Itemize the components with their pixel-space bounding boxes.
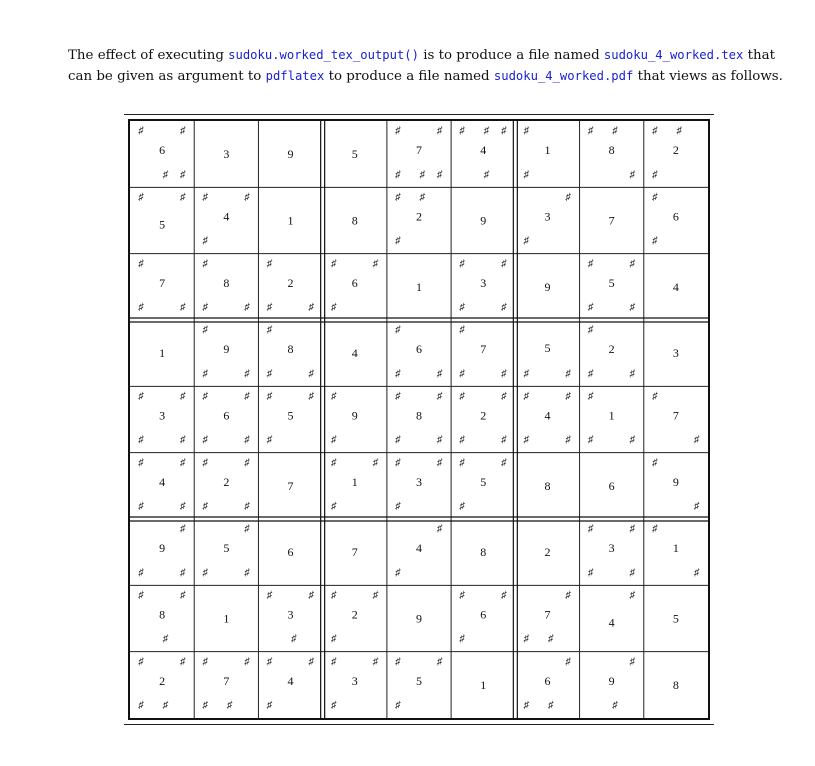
pencil-mark: ♯ — [138, 191, 144, 203]
pencil-mark: ♯ — [244, 567, 250, 579]
cell-digit: 9 — [416, 611, 422, 626]
pencil-mark: ♯ — [227, 700, 233, 712]
cell-digit: 1 — [416, 279, 422, 294]
pencil-mark: ♯ — [291, 633, 297, 645]
pencil-mark: ♯ — [372, 656, 378, 668]
pencil-mark: ♯ — [459, 457, 465, 469]
pencil-mark: ♯ — [652, 125, 658, 137]
pencil-mark: ♯ — [162, 700, 168, 712]
pencil-mark: ♯ — [612, 700, 618, 712]
pencil-mark: ♯ — [437, 434, 443, 446]
pencil-mark: ♯ — [331, 633, 337, 645]
pencil-mark: ♯ — [437, 390, 443, 402]
pencil-mark: ♯ — [587, 302, 593, 314]
cell-digit: 4 — [672, 279, 679, 294]
pencil-mark: ♯ — [523, 368, 529, 380]
sudoku-grid — [128, 119, 710, 720]
cell-digit: 9 — [287, 147, 294, 162]
pencil-mark: ♯ — [395, 656, 401, 668]
pencil-mark: ♯ — [202, 235, 208, 247]
cell-digit: 2 — [159, 673, 166, 688]
pencil-mark: ♯ — [266, 589, 272, 601]
pencil-mark: ♯ — [437, 656, 443, 668]
pencil-mark: ♯ — [372, 457, 378, 469]
cell-digit: 4 — [608, 615, 615, 630]
pencil-mark: ♯ — [202, 191, 208, 203]
cell-digit: 6 — [544, 673, 551, 688]
pencil-mark: ♯ — [180, 302, 186, 314]
pencil-mark: ♯ — [395, 567, 401, 579]
pencil-mark: ♯ — [202, 457, 208, 469]
cell-digit: 2 — [416, 209, 422, 224]
pencil-mark: ♯ — [266, 390, 272, 402]
cell-digit: 5 — [672, 611, 679, 626]
cell-digit: 6 — [480, 607, 487, 622]
pencil-mark: ♯ — [138, 457, 144, 469]
cell-digit: 8 — [672, 677, 679, 692]
pencil-mark: ♯ — [331, 700, 337, 712]
cell-digit: 2 — [608, 342, 615, 357]
pencil-mark: ♯ — [395, 324, 401, 336]
pencil-mark: ♯ — [437, 169, 443, 181]
cell-digit: 7 — [223, 673, 230, 688]
cell-digit: 2 — [672, 143, 679, 158]
pencil-mark: ♯ — [523, 169, 529, 181]
pencil-mark: ♯ — [138, 302, 144, 314]
cell-digit: 1 — [351, 474, 358, 489]
pencil-mark: ♯ — [180, 191, 186, 203]
pencil-mark: ♯ — [395, 169, 401, 181]
pencil-mark: ♯ — [331, 457, 337, 469]
pencil-mark: ♯ — [459, 302, 465, 314]
pencil-mark: ♯ — [138, 501, 144, 513]
cell-digit: 9 — [480, 213, 487, 228]
tex-filename: sudoku_4_worked.tex — [603, 48, 744, 63]
pencil-mark: ♯ — [202, 324, 208, 336]
pencil-mark: ♯ — [459, 258, 465, 270]
pencil-mark: ♯ — [331, 656, 337, 668]
pencil-mark: ♯ — [395, 501, 401, 513]
cell-digit: 9 — [544, 279, 551, 294]
pencil-mark: ♯ — [372, 589, 378, 601]
pencil-mark: ♯ — [523, 434, 529, 446]
cell-digit: 9 — [672, 474, 679, 489]
pencil-mark: ♯ — [565, 390, 571, 402]
cell-digit: 5 — [223, 541, 230, 556]
pencil-mark: ♯ — [331, 302, 337, 314]
pencil-mark: ♯ — [587, 368, 593, 380]
pencil-mark: ♯ — [308, 368, 314, 380]
pencil-mark: ♯ — [565, 434, 571, 446]
cell-digit: 5 — [351, 147, 358, 162]
pencil-mark: ♯ — [308, 302, 314, 314]
pencil-mark: ♯ — [244, 523, 250, 535]
pencil-mark: ♯ — [308, 656, 314, 668]
cell-digit: 8 — [223, 275, 230, 290]
intro-paragraph — [68, 45, 788, 87]
pencil-mark: ♯ — [180, 589, 186, 601]
cell-digit: 7 — [672, 408, 679, 423]
cell-digit: 9 — [223, 342, 230, 357]
function-name: sudoku.worked_tex_output() — [228, 48, 419, 63]
pencil-mark: ♯ — [266, 368, 272, 380]
cell-digit: 5 — [480, 474, 487, 489]
cell-digit: 1 — [608, 408, 615, 423]
pencil-mark: ♯ — [548, 633, 554, 645]
cell-digit: 7 — [159, 275, 166, 290]
pencil-mark: ♯ — [629, 523, 635, 535]
cell-digit: 5 — [416, 673, 422, 688]
cell-digit: 7 — [608, 213, 615, 228]
pencil-mark: ♯ — [395, 457, 401, 469]
cell-digit: 8 — [480, 545, 487, 560]
cell-digit: 3 — [480, 275, 487, 290]
pencil-mark: ♯ — [587, 125, 593, 137]
pencil-mark: ♯ — [565, 368, 571, 380]
pencil-mark: ♯ — [459, 125, 465, 137]
pencil-mark: ♯ — [693, 501, 699, 513]
pencil-mark: ♯ — [266, 434, 272, 446]
pencil-mark: ♯ — [395, 390, 401, 402]
pencil-mark: ♯ — [419, 169, 425, 181]
cell-digit: 3 — [159, 408, 166, 423]
pencil-mark: ♯ — [587, 567, 593, 579]
cell-digit: 7 — [287, 478, 294, 493]
cell-digit: 2 — [544, 545, 551, 560]
cell-digit: 2 — [480, 408, 487, 423]
pencil-mark: ♯ — [244, 501, 250, 513]
pencil-mark: ♯ — [483, 169, 489, 181]
pencil-mark: ♯ — [138, 656, 144, 668]
pencil-mark: ♯ — [138, 258, 144, 270]
pencil-mark: ♯ — [162, 169, 168, 181]
pencil-mark: ♯ — [180, 567, 186, 579]
cell-digit: 8 — [351, 213, 358, 228]
pencil-mark: ♯ — [523, 125, 529, 137]
pencil-mark: ♯ — [483, 125, 489, 137]
cell-digit: 7 — [544, 607, 551, 622]
pencil-mark: ♯ — [587, 258, 593, 270]
pencil-mark: ♯ — [202, 302, 208, 314]
cell-digit: 5 — [544, 340, 551, 355]
pencil-mark: ♯ — [693, 567, 699, 579]
pencil-mark: ♯ — [202, 434, 208, 446]
pencil-mark: ♯ — [565, 656, 571, 668]
pencil-mark: ♯ — [395, 368, 401, 380]
pencil-mark: ♯ — [395, 191, 401, 203]
cell-digit: 3 — [608, 541, 615, 556]
pencil-mark: ♯ — [244, 457, 250, 469]
cell-digit: 4 — [351, 346, 358, 361]
cell-digit: 8 — [159, 607, 166, 622]
pencil-mark: ♯ — [202, 700, 208, 712]
cell-digit: 4 — [287, 673, 294, 688]
pencil-mark: ♯ — [587, 324, 593, 336]
pencil-mark: ♯ — [501, 125, 507, 137]
pencil-mark: ♯ — [202, 258, 208, 270]
pencil-mark: ♯ — [202, 567, 208, 579]
pencil-mark: ♯ — [652, 235, 658, 247]
pencil-mark: ♯ — [523, 633, 529, 645]
cell-digit: 3 — [672, 346, 679, 361]
pencil-mark: ♯ — [244, 434, 250, 446]
pencil-mark: ♯ — [629, 368, 635, 380]
pencil-mark: ♯ — [676, 125, 682, 137]
pencil-mark: ♯ — [180, 434, 186, 446]
pencil-mark: ♯ — [565, 191, 571, 203]
cell-digit: 7 — [351, 545, 358, 560]
cell-digit: 2 — [351, 607, 358, 622]
cell-digit: 9 — [159, 541, 166, 556]
pencil-mark: ♯ — [459, 633, 465, 645]
pencil-mark: ♯ — [331, 589, 337, 601]
pencil-mark: ♯ — [331, 501, 337, 513]
pencil-mark: ♯ — [180, 501, 186, 513]
cell-digit: 7 — [480, 342, 487, 357]
pencil-mark: ♯ — [693, 434, 699, 446]
pencil-mark: ♯ — [244, 191, 250, 203]
cell-digit: 1 — [544, 143, 551, 158]
cell-digit: 5 — [287, 408, 294, 423]
pencil-mark: ♯ — [202, 390, 208, 402]
pencil-mark: ♯ — [629, 656, 635, 668]
pencil-mark: ♯ — [162, 633, 168, 645]
cell-digit: 3 — [351, 673, 358, 688]
pencil-mark: ♯ — [202, 368, 208, 380]
cell-digit: 3 — [223, 147, 230, 162]
pencil-mark: ♯ — [266, 324, 272, 336]
cell-digit: 4 — [159, 474, 166, 489]
cell-digit: 1 — [223, 611, 230, 626]
pencil-mark: ♯ — [180, 523, 186, 535]
cell-digit: 6 — [351, 275, 358, 290]
cell-digit: 6 — [159, 143, 166, 158]
pencil-mark: ♯ — [180, 457, 186, 469]
cell-digit: 8 — [287, 342, 294, 357]
pencil-mark: ♯ — [437, 368, 443, 380]
pencil-mark: ♯ — [244, 656, 250, 668]
pencil-mark: ♯ — [437, 125, 443, 137]
cell-digit: 2 — [287, 275, 294, 290]
pencil-mark: ♯ — [331, 434, 337, 446]
pencil-mark: ♯ — [437, 523, 443, 535]
pencil-mark: ♯ — [266, 302, 272, 314]
cell-digit: 1 — [672, 541, 679, 556]
pencil-mark: ♯ — [331, 390, 337, 402]
pencil-mark: ♯ — [501, 258, 507, 270]
cell-digit: 4 — [544, 408, 551, 423]
pencil-mark: ♯ — [587, 390, 593, 402]
pdflatex-command: pdflatex — [265, 69, 325, 84]
pencil-mark: ♯ — [180, 169, 186, 181]
pencil-mark: ♯ — [501, 368, 507, 380]
cell-digit: 2 — [223, 474, 230, 489]
cell-digit: 9 — [608, 673, 615, 688]
intro-text-3: that can be given as argument to — [68, 48, 775, 85]
pencil-mark: ♯ — [565, 589, 571, 601]
pencil-mark: ♯ — [180, 125, 186, 137]
pencil-mark: ♯ — [244, 302, 250, 314]
pencil-mark: ♯ — [523, 700, 529, 712]
pencil-mark: ♯ — [395, 434, 401, 446]
pencil-mark: ♯ — [629, 302, 635, 314]
cell-digit: 3 — [287, 607, 294, 622]
pencil-mark: ♯ — [180, 656, 186, 668]
cell-digit: 5 — [608, 275, 615, 290]
pencil-mark: ♯ — [266, 700, 272, 712]
cell-digit: 7 — [416, 143, 422, 158]
pencil-mark: ♯ — [395, 700, 401, 712]
pencil-mark: ♯ — [331, 258, 337, 270]
pencil-mark: ♯ — [138, 434, 144, 446]
pencil-mark: ♯ — [459, 589, 465, 601]
cell-digit: 6 — [287, 545, 294, 560]
pencil-mark: ♯ — [395, 125, 401, 137]
sudoku-board-frame — [124, 114, 714, 725]
pencil-mark: ♯ — [501, 457, 507, 469]
intro-text-2: is to produce a file named — [418, 48, 604, 64]
pencil-mark: ♯ — [138, 125, 144, 137]
intro-text-1: The effect of executing — [68, 48, 229, 64]
pencil-mark: ♯ — [419, 191, 425, 203]
pencil-mark: ♯ — [138, 567, 144, 579]
pencil-mark: ♯ — [501, 589, 507, 601]
pencil-mark: ♯ — [459, 368, 465, 380]
pencil-mark: ♯ — [587, 523, 593, 535]
pencil-mark: ♯ — [548, 700, 554, 712]
pencil-mark: ♯ — [437, 457, 443, 469]
pencil-mark: ♯ — [266, 656, 272, 668]
pencil-mark: ♯ — [612, 125, 618, 137]
cell-digit: 8 — [416, 408, 422, 423]
cell-digit: 6 — [672, 209, 679, 224]
sudoku-svg — [130, 121, 708, 718]
intro-text-5: that views as follows. — [633, 69, 783, 85]
pencil-mark: ♯ — [501, 434, 507, 446]
pencil-mark: ♯ — [244, 368, 250, 380]
intro-text-4: to produce a file named — [324, 69, 494, 85]
pencil-mark: ♯ — [180, 390, 186, 402]
cell-digit: 6 — [416, 342, 422, 357]
pencil-mark: ♯ — [629, 169, 635, 181]
pencil-mark: ♯ — [629, 567, 635, 579]
cell-digit: 4 — [480, 143, 487, 158]
pencil-mark: ♯ — [244, 390, 250, 402]
pencil-mark: ♯ — [629, 589, 635, 601]
cell-digit: 8 — [608, 143, 615, 158]
pencil-mark: ♯ — [459, 390, 465, 402]
cell-digit: 4 — [223, 209, 230, 224]
pencil-mark: ♯ — [523, 235, 529, 247]
pencil-mark: ♯ — [138, 390, 144, 402]
cell-digit: 3 — [416, 474, 422, 489]
pencil-mark: ♯ — [308, 390, 314, 402]
cell-digit: 5 — [159, 217, 166, 232]
pencil-mark: ♯ — [138, 700, 144, 712]
pencil-mark: ♯ — [652, 390, 658, 402]
cell-digit: 6 — [223, 408, 230, 423]
cell-digit: 6 — [608, 478, 615, 493]
cell-digit: 4 — [416, 541, 422, 556]
pencil-mark: ♯ — [501, 390, 507, 402]
pencil-mark: ♯ — [202, 501, 208, 513]
cell-digit: 3 — [544, 209, 551, 224]
pencil-mark: ♯ — [202, 656, 208, 668]
pencil-mark: ♯ — [587, 434, 593, 446]
pencil-mark: ♯ — [308, 589, 314, 601]
pencil-mark: ♯ — [523, 390, 529, 402]
cell-digit: 8 — [544, 478, 551, 493]
cell-digit: 9 — [351, 408, 358, 423]
pencil-mark: ♯ — [395, 235, 401, 247]
pencil-mark: ♯ — [501, 302, 507, 314]
pencil-mark: ♯ — [459, 324, 465, 336]
cell-digit: 1 — [159, 346, 166, 361]
pencil-mark: ♯ — [629, 258, 635, 270]
pencil-mark: ♯ — [459, 501, 465, 513]
cell-digit: 1 — [480, 677, 487, 692]
cell-digit: 1 — [287, 213, 294, 228]
pencil-mark: ♯ — [266, 258, 272, 270]
pdf-filename: sudoku_4_worked.pdf — [493, 69, 634, 84]
pencil-mark: ♯ — [652, 169, 658, 181]
pencil-mark: ♯ — [629, 434, 635, 446]
pencil-mark: ♯ — [372, 258, 378, 270]
pencil-mark: ♯ — [652, 523, 658, 535]
pencil-mark: ♯ — [138, 589, 144, 601]
pencil-mark: ♯ — [652, 191, 658, 203]
pencil-mark: ♯ — [652, 457, 658, 469]
pencil-mark: ♯ — [459, 434, 465, 446]
